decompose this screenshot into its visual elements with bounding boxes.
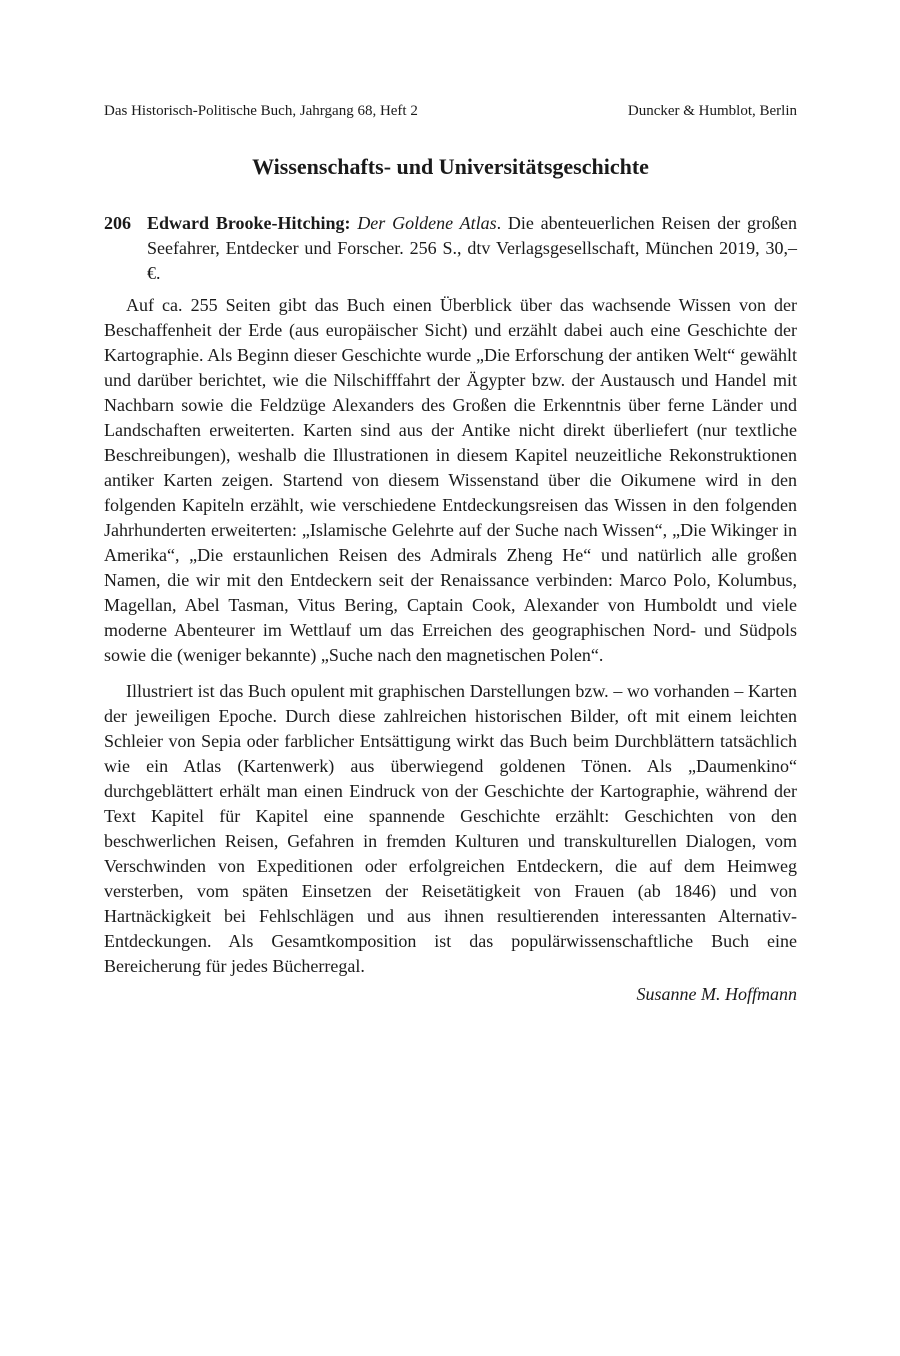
reviewer-signature: Susanne M. Hoffmann bbox=[636, 984, 797, 1004]
review-paragraph-2: Illustriert ist das Buch opulent mit graphischen Darstellungen bzw. – wo vorhanden – Karten der jeweiligen Epoche. Durch diese zahlreichen historischen Bilder, oft mit einem leichten Schleier von Sepia oder farblicher Entsättigung wirkt das Buch beim Durchblättern tatsächlich wie ein Atlas (Kartenwerk) aus überwiegend goldenen Tönen. Als „Daumenkino“ durchgeblättert erhält man einen Eindruck von der Geschichte der Kartographie, während der Text Kapitel für Kapitel eine spannende Geschichte erzählt: Geschichten von den beschwerlichen Reisen, Gefahren in fremden Kulturen und transkulturellen Dialogen, vom Verschwinden von Expeditionen oder erfolgreichen Entdeckern, die auf dem Heimweg versterben, vom späten Einsetzen der Reisetätigkeit von Frauen (ab 1846) und von Hartnäckigkeit bei Fehlschlägen und aus ihnen resultierenden interessanten Alternativ-Entdeckungen. Als Gesamtkomposition ist das populärwissenschaftliche Buch eine Bereicherung für jedes Bücherregal. bbox=[104, 681, 797, 976]
entry-author: Edward Brooke-Hitching: bbox=[147, 213, 351, 233]
review-entry bbox=[104, 211, 797, 1007]
publisher-info: Duncker & Humblot, Berlin bbox=[627, 103, 797, 119]
entry-book-title: Der Goldene Atlas bbox=[357, 213, 497, 233]
section-title: Wissenschafts- und Universitätsgeschichte bbox=[252, 154, 649, 179]
review-paragraph-1: Auf ca. 255 Seiten gibt das Buch einen Überblick über das wachsende Wissen von der Beschaffenheit der Erde (aus europäischer Sicht) und erzählt dabei auch eine Geschichte der Kartographie. Als Beginn dieser Geschichte wurde „Die Erforschung der antiken Welt“ gewählt und darüber berichtet, wie die Nilschifffahrt der Ägypter bzw. der Austausch und Handel mit Nachbarn sowie die Feldzüge Alexanders des Großen die Erkenntnis über ferne Länder und Landschaften erweiterten. Karten sind aus der Antike nicht direkt überliefert (nur textliche Beschreibungen), weshalb die Illustrationen in diesem Kapitel neuzeitliche Rekonstruktionen antiker Karten zeigen. Startend von diesem Wissenstand über die Oikumene wird in den folgenden Kapiteln erzählt, wie verschiedene Entdeckungsreisen das Wissen in den folgenden Jahrhunderten erweiterten: „Islamische Gelehrte auf der Suche nach Wissen“, „Die Wikinger in Amerika“, „Die erstaunlichen Reisen des Admirals Zheng He“ und natürlich alle großen Namen, die wir mit den Entdeckern seit der Renaissance verbinden: Marco Polo, Kolumbus, Magellan, Abel Tasman, Vitus Bering, Captain Cook, Alexander von Humboldt und viele moderne Abenteurer im Wettlauf um das Erreichen des geographischen Nord- und Südpols sowie die (weniger bekannte) „Suche nach den magnetischen Polen“. bbox=[104, 295, 797, 665]
bibliographic-entry bbox=[104, 211, 797, 286]
entry-number: 206 bbox=[104, 213, 131, 233]
review-body bbox=[104, 293, 797, 979]
journal-info: Das Historisch-Politische Buch, Jahrgang 68, Heft 2 bbox=[104, 103, 418, 119]
running-header bbox=[104, 101, 797, 121]
entry-details: . Die abenteuerlichen Reisen der großen Seefahrer, Entdecker und Forscher. 256 S., dtv Verlagsgesellschaft, München 2019, 30,– €. bbox=[147, 213, 797, 283]
